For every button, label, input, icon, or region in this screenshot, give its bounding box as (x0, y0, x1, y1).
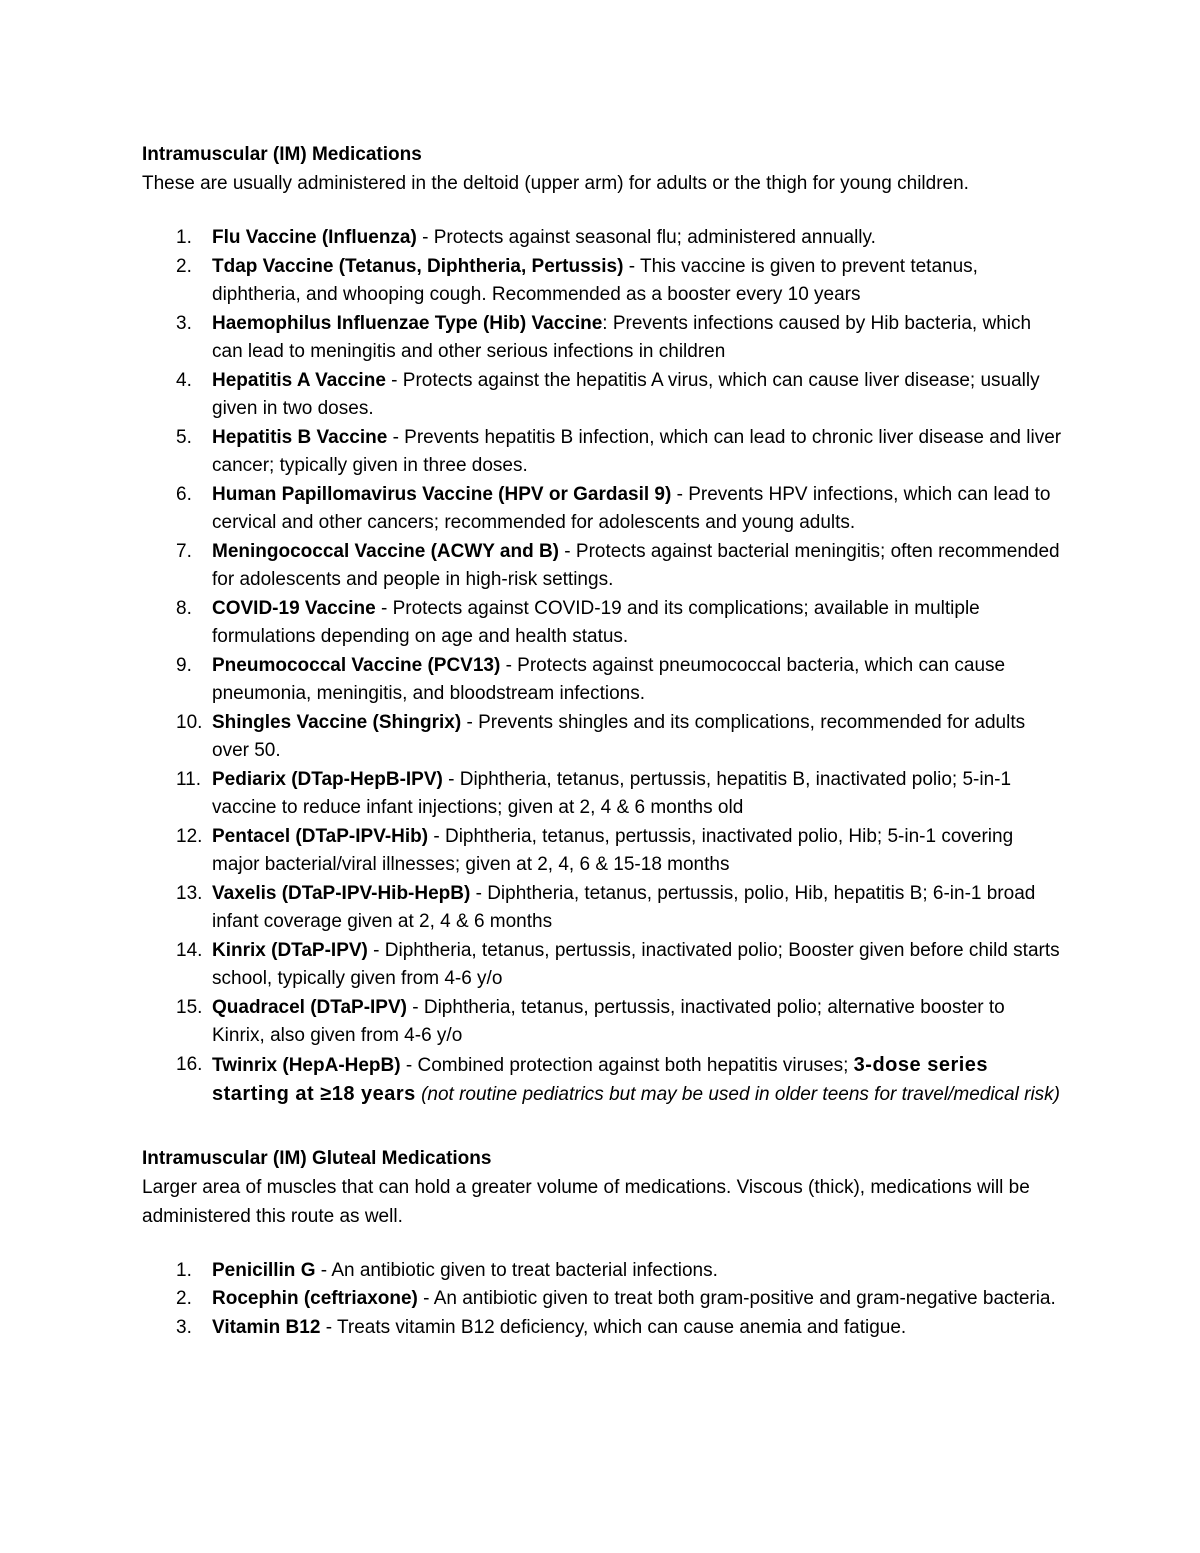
item-name: Kinrix (DTaP-IPV) (212, 939, 368, 961)
item-description: - Protects against seasonal flu; administered annually. (416, 227, 876, 248)
list-item (142, 424, 1062, 481)
item-number: 7. (176, 540, 192, 562)
section-im-medications (142, 140, 1062, 1110)
list-item (142, 880, 1062, 937)
item-name: Penicillin G (212, 1259, 316, 1281)
item-description: - Protects against pneumococcal bacteria, which can cause pneumonia, meningitis, and bloodstream infections. (212, 654, 1006, 704)
item-description: - An antibiotic given to treat both gram-positive and gram-negative bacteria. (417, 1288, 1056, 1309)
item-name: Hepatitis A Vaccine (212, 369, 386, 391)
item-description: - Prevents HPV infections, which can lead to cervical and other cancers; recommended for adolescents and young adults. (212, 483, 1051, 533)
item-note: (not routine pediatrics but may be used in older teens for travel/medical risk) (415, 1084, 1060, 1105)
item-number: 2. (176, 1288, 192, 1309)
item-name: Pediarix (DTap-HepB-IPV) (212, 768, 443, 790)
item-number: 3. (176, 312, 192, 334)
list-item (142, 1314, 1062, 1343)
item-description: - Protects against COVID-19 and its complications; available in multiple formulations depending on age and health status. (212, 597, 980, 647)
item-number: 16. (176, 1053, 203, 1075)
item-description: - Diphtheria, tetanus, pertussis, inactivated polio; Booster given before child starts school, typically given from 4-6 y/o (212, 939, 1060, 989)
item-description: - Protects against bacterial meningitis; often recommended for adolescents and people in high-risk settings. (212, 540, 1060, 590)
list-item (142, 224, 1062, 253)
list-item (142, 1257, 1062, 1286)
item-description: - Prevents shingles and its complications, recommended for adults over 50. (212, 711, 1026, 761)
item-number: 13. (176, 882, 203, 904)
item-description: - Treats vitamin B12 deficiency, which can cause anemia and fatigue. (320, 1316, 907, 1338)
item-name: Twinrix (HepA-HepB) (212, 1054, 401, 1076)
section-intro: Larger area of muscles that can hold a greater volume of medications. Viscous (thick), medications will be administered this route as well. (142, 1176, 1030, 1227)
list-item (142, 937, 1062, 994)
item-number: 2. (176, 255, 192, 277)
item-number: 14. (176, 939, 203, 961)
item-number: 8. (176, 597, 192, 619)
item-description: - Diphtheria, tetanus, pertussis, hepatitis B, inactivated polio; 5-in-1 vaccine to reduce infant injections; given at 2, 4 & 6 months old (212, 768, 1012, 818)
item-description: - Protects against the hepatitis A virus, which can cause liver disease; usually given in two doses. (212, 369, 1040, 419)
item-number: 6. (176, 483, 192, 505)
item-number: 12. (176, 825, 203, 847)
item-name: Quadracel (DTaP-IPV) (212, 996, 407, 1018)
item-name: Human Papillomavirus Vaccine (HPV or Gardasil 9) (212, 483, 672, 505)
list-item (142, 367, 1062, 424)
section-intro: These are usually administered in the deltoid (upper arm) for adults or the thigh for young children. (142, 173, 969, 194)
item-name: Flu Vaccine (Influenza) (212, 227, 417, 248)
list-item (142, 538, 1062, 595)
item-description: - Diphtheria, tetanus, pertussis, inactivated polio; alternative booster to Kinrix, also given from 4-6 y/o (212, 996, 1005, 1046)
item-name: Meningococcal Vaccine (ACWY and B) (212, 540, 560, 562)
item-description: : Prevents infections caused by Hib bacteria, which can lead to meningitis and other serious infections in children (212, 312, 1032, 362)
list-item (142, 310, 1062, 367)
item-number: 10. (176, 711, 203, 733)
medication-list (142, 1257, 1062, 1343)
document-page (142, 140, 1062, 1342)
item-number: 3. (176, 1316, 192, 1338)
item-description: - An antibiotic given to treat bacterial infections. (315, 1259, 718, 1281)
item-number: 9. (176, 654, 192, 676)
item-description: - Diphtheria, tetanus, pertussis, polio, Hib, hepatitis B; 6-in-1 broad infant coverage given at 2, 4 & 6 months (212, 882, 1036, 932)
list-item (142, 709, 1062, 766)
item-name: Tdap Vaccine (Tetanus, Diphtheria, Pertussis) (212, 255, 624, 277)
item-description: - Combined protection against both hepatitis viruses; (400, 1054, 854, 1076)
item-name: Haemophilus Influenzae Type (Hib) Vaccine (212, 312, 603, 334)
item-name: Rocephin (ceftriaxone) (212, 1288, 418, 1309)
item-name: Vaxelis (DTaP-IPV-Hib-HepB) (212, 882, 471, 904)
list-item (142, 994, 1062, 1051)
item-name: Pneumococcal Vaccine (PCV13) (212, 654, 501, 676)
item-name: Shingles Vaccine (Shingrix) (212, 711, 462, 733)
list-item (142, 481, 1062, 538)
item-name: Vitamin B12 (212, 1316, 321, 1338)
section-im-gluteal-medications (142, 1144, 1062, 1343)
item-number: 1. (176, 227, 192, 248)
item-name: COVID-19 Vaccine (212, 597, 376, 619)
item-number: 5. (176, 426, 192, 448)
item-name: Pentacel (DTaP-IPV-Hib) (212, 825, 429, 847)
section-title: Intramuscular (IM) Gluteal Medications (142, 1147, 492, 1169)
item-emphasis: 3‑dose series starting at ≥18 years (212, 1053, 989, 1105)
item-name: Hepatitis B Vaccine (212, 426, 388, 448)
list-item (142, 1285, 1062, 1314)
item-number: 11. (176, 768, 202, 790)
list-item (142, 595, 1062, 652)
list-item (142, 766, 1062, 823)
medication-list (142, 224, 1062, 1110)
item-number: 4. (176, 369, 192, 391)
item-number: 1. (176, 1259, 192, 1281)
list-item (142, 823, 1062, 880)
item-description: - Prevents hepatitis B infection, which can lead to chronic liver disease and liver cancer; typically given in three doses. (212, 426, 1062, 476)
item-description: - Diphtheria, tetanus, pertussis, inactivated polio, Hib; 5-in-1 covering major bacterial/viral illnesses; given at 2, 4, 6 & 15-18 months (212, 825, 1014, 875)
list-item (142, 1051, 1062, 1110)
list-item (142, 652, 1062, 709)
item-number: 15. (176, 996, 203, 1018)
list-item (142, 253, 1062, 310)
section-title: Intramuscular (IM) Medications (142, 144, 422, 165)
item-description: - This vaccine is given to prevent tetanus, diphtheria, and whooping cough. Recommended as a booster every 10 years (212, 255, 978, 305)
